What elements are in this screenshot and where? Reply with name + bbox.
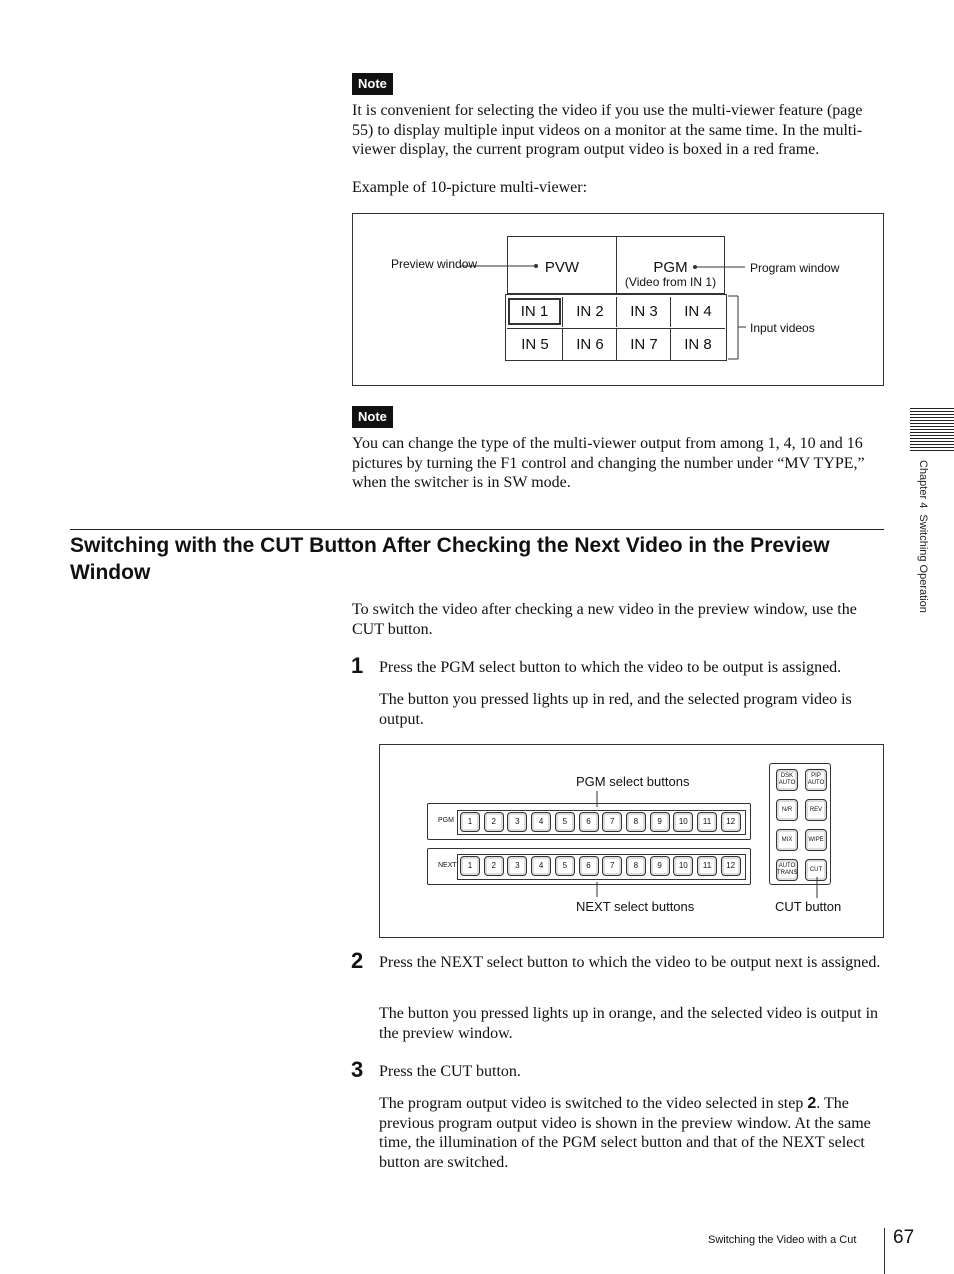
step-text: Press the NEXT select button to which the video to be output next is assigned. bbox=[379, 954, 881, 971]
input-cell: IN 8 bbox=[670, 329, 725, 360]
step-number: 1 bbox=[351, 653, 364, 678]
control-button-label: PIP bbox=[811, 773, 821, 779]
input-cell: IN 2 bbox=[562, 297, 617, 327]
step-reference: 2 bbox=[807, 1095, 817, 1112]
pvw-label: PVW bbox=[544, 259, 580, 276]
next-select-button[interactable]: 8 bbox=[626, 856, 646, 876]
control-button-label: WIPE bbox=[808, 836, 824, 843]
section-title: Switching with the CUT Button After Checking the Next Video in the Preview Window bbox=[70, 534, 830, 584]
next-select-button[interactable]: 4 bbox=[531, 856, 551, 876]
pgm-select-button[interactable]: 5 bbox=[555, 812, 575, 832]
pgm-select-button[interactable]: 1 bbox=[460, 812, 480, 832]
note-text: It is convenient for selecting the video if you use the multi-viewer feature (page 55) to display multiple input videos on a monitor at the same time. In the multi-viewer display, the current program output video is boxed in a red frame. bbox=[352, 102, 863, 158]
next-row-label: NEXT bbox=[438, 862, 457, 869]
control-button-label: DSK bbox=[780, 773, 794, 779]
control-button-label: AUTO bbox=[778, 780, 796, 786]
chapter-tab-marker bbox=[910, 408, 954, 452]
next-select-button[interactable]: 7 bbox=[602, 856, 622, 876]
step-text: Press the CUT button. bbox=[379, 1063, 521, 1080]
example-caption: Example of 10-picture multi-viewer: bbox=[352, 179, 588, 196]
control-button-label: REV bbox=[809, 806, 823, 813]
input-cell: IN 7 bbox=[616, 329, 671, 360]
next-select-button[interactable]: 10 bbox=[673, 856, 693, 876]
pgm-select-button[interactable]: 4 bbox=[531, 812, 551, 832]
step-detail-start: The program output video is switched to the video selected in step bbox=[379, 1095, 808, 1112]
next-select-button[interactable]: 3 bbox=[507, 856, 527, 876]
next-select-button[interactable]: 5 bbox=[555, 856, 575, 876]
control-button-label: AUTO bbox=[807, 780, 825, 786]
next-select-button[interactable]: 12 bbox=[721, 856, 741, 876]
step-detail bbox=[379, 1094, 884, 1172]
pgm-label: PGM bbox=[653, 259, 688, 276]
pgm-select-button[interactable]: 8 bbox=[626, 812, 646, 832]
pgm-select-button[interactable]: 2 bbox=[484, 812, 504, 832]
next-select-buttons-label: NEXT select buttons bbox=[576, 899, 695, 914]
note-badge: Note bbox=[352, 73, 393, 95]
next-select-button[interactable]: 11 bbox=[697, 856, 717, 876]
section-rule bbox=[70, 529, 884, 530]
input-videos-label: Input videos bbox=[750, 321, 815, 335]
pgm-row-label: PGM bbox=[438, 817, 454, 824]
pgm-select-button[interactable]: 7 bbox=[602, 812, 622, 832]
control-button-label: CUT bbox=[809, 866, 823, 873]
next-select-button[interactable]: 1 bbox=[460, 856, 480, 876]
step-detail: The button you pressed lights up in red, and the selected program video is output. bbox=[379, 691, 852, 728]
pgm-select-button[interactable]: 3 bbox=[507, 812, 527, 832]
step-number: 3 bbox=[351, 1057, 364, 1082]
control-panel-figure bbox=[379, 744, 884, 938]
note-badge: Note bbox=[352, 406, 393, 428]
step-text: Press the PGM select button to which the video to be output is assigned. bbox=[379, 659, 842, 676]
step-detail-end: . The previous program output video is shown in the preview window. At the same time, the illumination of the PGM select button and that of the NEXT select button are switched. bbox=[379, 1095, 871, 1171]
mv-leader-lines bbox=[353, 214, 883, 385]
input-cell: IN 4 bbox=[670, 297, 725, 327]
footer-divider bbox=[884, 1228, 885, 1274]
pgm-select-buttons-label: PGM select buttons bbox=[576, 774, 690, 789]
cut-button-label: CUT button bbox=[775, 899, 842, 914]
pgm-sub-label: (Video from IN 1) bbox=[624, 275, 717, 289]
program-window-label: Program window bbox=[750, 261, 840, 275]
control-button-label: MIX bbox=[781, 836, 793, 843]
multi-viewer-figure bbox=[352, 213, 884, 386]
input-cell: IN 1 bbox=[508, 298, 561, 325]
control-button-label: TRANS bbox=[777, 870, 798, 876]
pgm-select-button[interactable]: 11 bbox=[697, 812, 717, 832]
section-intro: To switch the video after checking a new video in the preview window, use the CUT button. bbox=[352, 601, 857, 638]
step-detail: The button you pressed lights up in orange, and the selected video is output in the preview window. bbox=[379, 1005, 879, 1042]
control-button-label: N/R bbox=[781, 806, 793, 813]
step-number: 2 bbox=[351, 948, 364, 973]
pgm-select-button[interactable]: 12 bbox=[721, 812, 741, 832]
next-select-button[interactable]: 6 bbox=[579, 856, 599, 876]
note-text: You can change the type of the multi-viewer output from among 1, 4, 10 and 16 pictures by turning the F1 control and changing the number under “MV TYPE,” when the switcher is in SW mode. bbox=[352, 435, 865, 491]
footer-section: Switching the Video with a Cut bbox=[708, 1234, 857, 1246]
preview-window-label: Preview window bbox=[391, 257, 478, 271]
input-cell: IN 3 bbox=[616, 297, 671, 327]
input-cell: IN 5 bbox=[521, 336, 549, 353]
pgm-select-button[interactable]: 9 bbox=[650, 812, 670, 832]
pgm-select-button[interactable]: 6 bbox=[579, 812, 599, 832]
input-cell: IN 6 bbox=[562, 329, 617, 360]
pgm-select-button[interactable]: 10 bbox=[673, 812, 693, 832]
control-button-label: AUTO bbox=[778, 863, 796, 869]
page-number: 67 bbox=[893, 1227, 915, 1248]
next-select-button[interactable]: 9 bbox=[650, 856, 670, 876]
chapter-side-tab: Chapter 4 Switching Operation bbox=[917, 460, 929, 613]
next-select-button[interactable]: 2 bbox=[484, 856, 504, 876]
